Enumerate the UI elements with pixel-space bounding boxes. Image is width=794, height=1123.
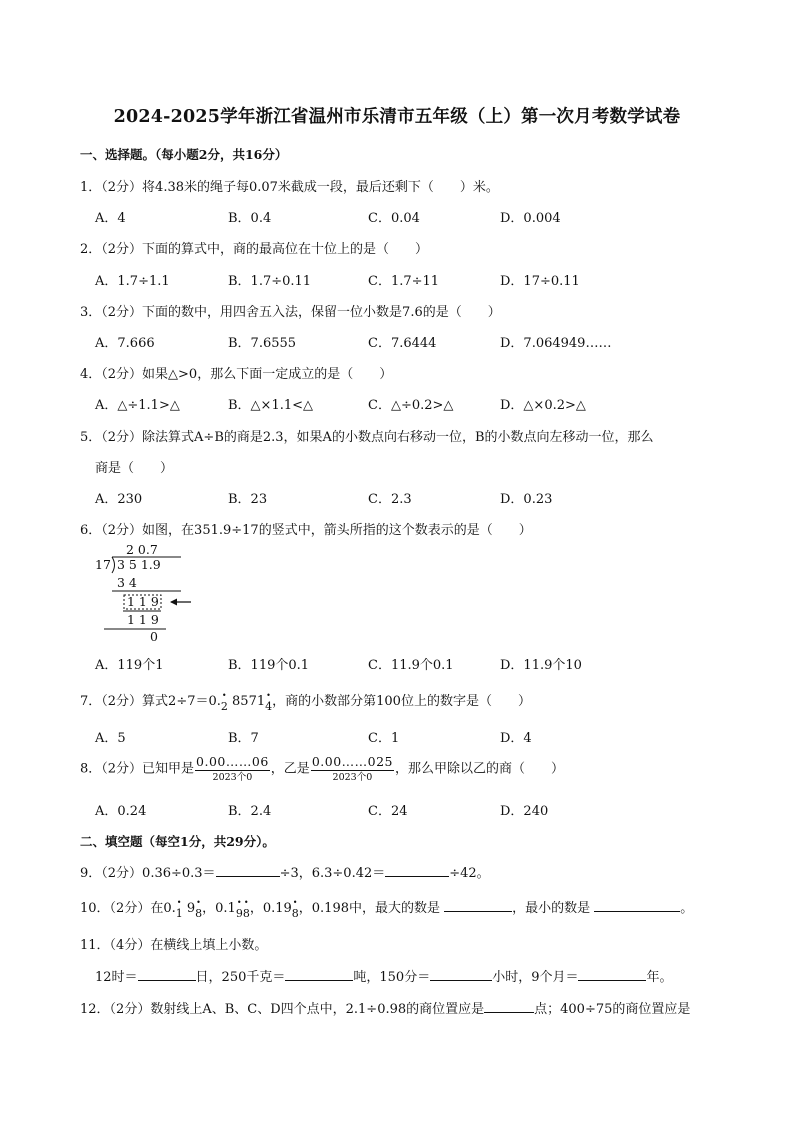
question-12 xyxy=(80,998,690,1017)
option-b[interactable]: B．23 xyxy=(228,492,268,507)
answer-blank[interactable] xyxy=(484,1000,534,1013)
answer-blank[interactable] xyxy=(285,968,353,981)
q9-part-b: ÷3，6.3÷0.42＝ xyxy=(279,866,386,881)
division-step-2: 1 1 9 xyxy=(127,594,159,609)
option-a[interactable]: A．△÷1.1>△ xyxy=(95,398,180,413)
answer-blank[interactable] xyxy=(216,864,280,877)
q8-fraction-yi xyxy=(311,756,394,782)
option-d[interactable]: D．17÷0.11 xyxy=(500,274,580,289)
q11-part-d: 小时，9个月＝ xyxy=(492,970,579,985)
option-a[interactable]: A．5 xyxy=(95,731,126,746)
q8-mid: ，乙是 xyxy=(270,761,310,777)
division-divisor: 17 xyxy=(95,557,111,572)
question-1: 1．（2分）将4.38米的绳子每0.07米截成一段，最后还剩下（ ）米。 xyxy=(80,180,499,195)
option-a[interactable]: A．7.666 xyxy=(95,336,155,351)
q10-part-b: ，0.1 xyxy=(202,901,236,916)
option-c[interactable]: C．24 xyxy=(368,804,408,819)
question-7 xyxy=(80,690,531,713)
option-d[interactable]: D．11.9个10 xyxy=(500,658,582,673)
answer-blank[interactable] xyxy=(385,864,449,877)
q10-part-d: ，0.198中，最大的数是 xyxy=(298,901,440,916)
q10-n3-dotted-digit: • 8 xyxy=(292,907,299,920)
q8-suffix: ，那么甲除以乙的商（ ） xyxy=(395,761,565,777)
q10-n1-dotted-end: • 8 xyxy=(195,907,202,920)
question-5-line-2: 商是（ ） xyxy=(95,461,174,476)
option-a[interactable]: A．230 xyxy=(95,492,143,507)
option-d[interactable]: D．240 xyxy=(500,804,549,819)
q11-part-a: 12时＝ xyxy=(95,970,138,985)
question-6: 6．（2分）如图，在351.9÷17的竖式中，箭头所指的这个数表示的是（ ） xyxy=(80,523,532,538)
q10-n1-digit: 9 xyxy=(186,901,196,916)
division-remainder: 0 xyxy=(150,629,158,644)
option-d[interactable]: D．7.064949…… xyxy=(500,336,612,351)
option-b[interactable]: B．0.4 xyxy=(228,211,272,226)
answer-blank[interactable] xyxy=(444,899,512,912)
division-dividend: 3 5 1.9 xyxy=(117,557,161,572)
q10-n2-dotted-digit-2: • 8 xyxy=(243,907,250,920)
answer-blank[interactable] xyxy=(430,968,492,981)
division-quotient: 2 0.7 xyxy=(126,542,158,557)
option-b[interactable]: B．119个0.1 xyxy=(228,658,310,673)
q7-repeat-start-digit: • 2 xyxy=(221,700,228,713)
question-9 xyxy=(80,862,490,881)
arrow-icon xyxy=(170,599,191,606)
option-c[interactable]: C．1.7÷11 xyxy=(368,274,440,289)
q9-part-a: 9．（2分）0.36÷0.3＝ xyxy=(80,866,216,881)
option-d[interactable]: D．0.23 xyxy=(500,492,553,507)
option-d[interactable]: D．4 xyxy=(500,731,532,746)
option-c[interactable]: C．△÷0.2>△ xyxy=(368,398,454,413)
q10-n2-dotted-digit-1: • 9 xyxy=(236,907,243,920)
option-d[interactable]: D．0.004 xyxy=(500,211,561,226)
answer-blank[interactable] xyxy=(594,899,680,912)
q10-n1-dotted-digit: • 1 xyxy=(176,907,183,920)
q12-part-a: 12．（2分）数射线上A、B、C、D四个点中，2.1÷0.98的商位置应是 xyxy=(80,1002,485,1017)
q8-jia-value: 0.00……06 xyxy=(196,754,269,769)
q9-part-c: ÷42。 xyxy=(449,866,490,881)
option-b[interactable]: B．2.4 xyxy=(228,804,272,819)
option-c[interactable]: C．11.9个0.1 xyxy=(368,658,454,673)
option-c[interactable]: C．0.04 xyxy=(368,211,420,226)
q8-yi-zero-count: 2023个0 xyxy=(332,771,373,783)
q8-fraction-jia xyxy=(195,756,270,782)
option-b[interactable]: B．1.7÷0.11 xyxy=(228,274,312,289)
q10-part-e: ，最小的数是 xyxy=(512,901,591,916)
long-division-figure xyxy=(95,542,205,644)
answer-blank[interactable] xyxy=(578,968,646,981)
option-c[interactable]: C．1 xyxy=(368,731,400,746)
question-11: 11．（4分）在横线上填上小数。 xyxy=(80,938,268,953)
q11-part-c: 吨，150分＝ xyxy=(353,970,431,985)
division-step-3: 1 1 9 xyxy=(127,612,159,627)
question-4: 4．（2分）如果△>0，那么下面一定成立的是（ ） xyxy=(80,367,393,382)
question-8 xyxy=(80,756,564,782)
option-b[interactable]: B．7 xyxy=(228,731,259,746)
q11-part-b: 日，250千克＝ xyxy=(195,970,286,985)
q8-yi-value: 0.00……025 xyxy=(311,754,394,769)
q8-jia-zero-count: 2023个0 xyxy=(212,771,253,783)
q11-part-e: 年。 xyxy=(646,970,673,985)
q8-prefix: 8．（2分）已知甲是 xyxy=(80,761,195,777)
question-2: 2．（2分）下面的算式中，商的最高位在十位上的是（ ） xyxy=(80,242,429,257)
question-11-blanks xyxy=(95,966,673,985)
q7-middle-digits: 8571 xyxy=(232,694,266,709)
option-c[interactable]: C．7.6444 xyxy=(368,336,437,351)
q7-suffix: ，商的小数部分第100位上的数字是（ ） xyxy=(272,694,531,709)
q7-prefix: 7．（2分）算式2÷7＝0. xyxy=(80,694,221,709)
option-c[interactable]: C．2.3 xyxy=(368,492,412,507)
option-a[interactable]: A．0.24 xyxy=(95,804,147,819)
q10-part-f: 。 xyxy=(680,901,694,916)
division-step-1: 3 4 xyxy=(117,575,137,590)
q12-part-b: 点；400÷75的商位置应是 xyxy=(534,1002,691,1017)
question-3: 3．（2分）下面的数中，用四舍五入法，保留一位小数是7.6的是（ ） xyxy=(80,305,501,320)
section-heading-choice: 一、选择题。（每小题2分，共16分） xyxy=(80,147,288,162)
option-a[interactable]: A．1.7÷1.1 xyxy=(95,274,170,289)
question-5-line-1: 5．（2分）除法算式A÷B的商是2.3，如果A的小数点向右移动一位，B的小数点向左移动一位，那么 xyxy=(80,430,654,445)
option-d[interactable]: D．△×0.2>△ xyxy=(500,398,586,413)
section-heading-fill-in: 二、填空题（每空1分，共29分）。 xyxy=(80,834,275,849)
answer-blank[interactable] xyxy=(138,968,196,981)
exam-title: 2024-2025学年浙江省温州市乐清市五年级（上）第一次月考数学试卷 xyxy=(113,107,681,127)
option-b[interactable]: B．7.6555 xyxy=(228,336,297,351)
q7-repeat-end-digit: • 4 xyxy=(265,700,272,713)
division-bracket-curve xyxy=(112,557,115,573)
question-10 xyxy=(80,897,694,920)
q10-part-a: 10．（2分）在0. xyxy=(80,901,176,916)
option-a[interactable]: A．4 xyxy=(95,211,126,226)
option-a[interactable]: A．119个1 xyxy=(95,658,164,673)
q10-part-c: ，0.19 xyxy=(249,901,292,916)
option-b[interactable]: B．△×1.1<△ xyxy=(228,398,314,413)
